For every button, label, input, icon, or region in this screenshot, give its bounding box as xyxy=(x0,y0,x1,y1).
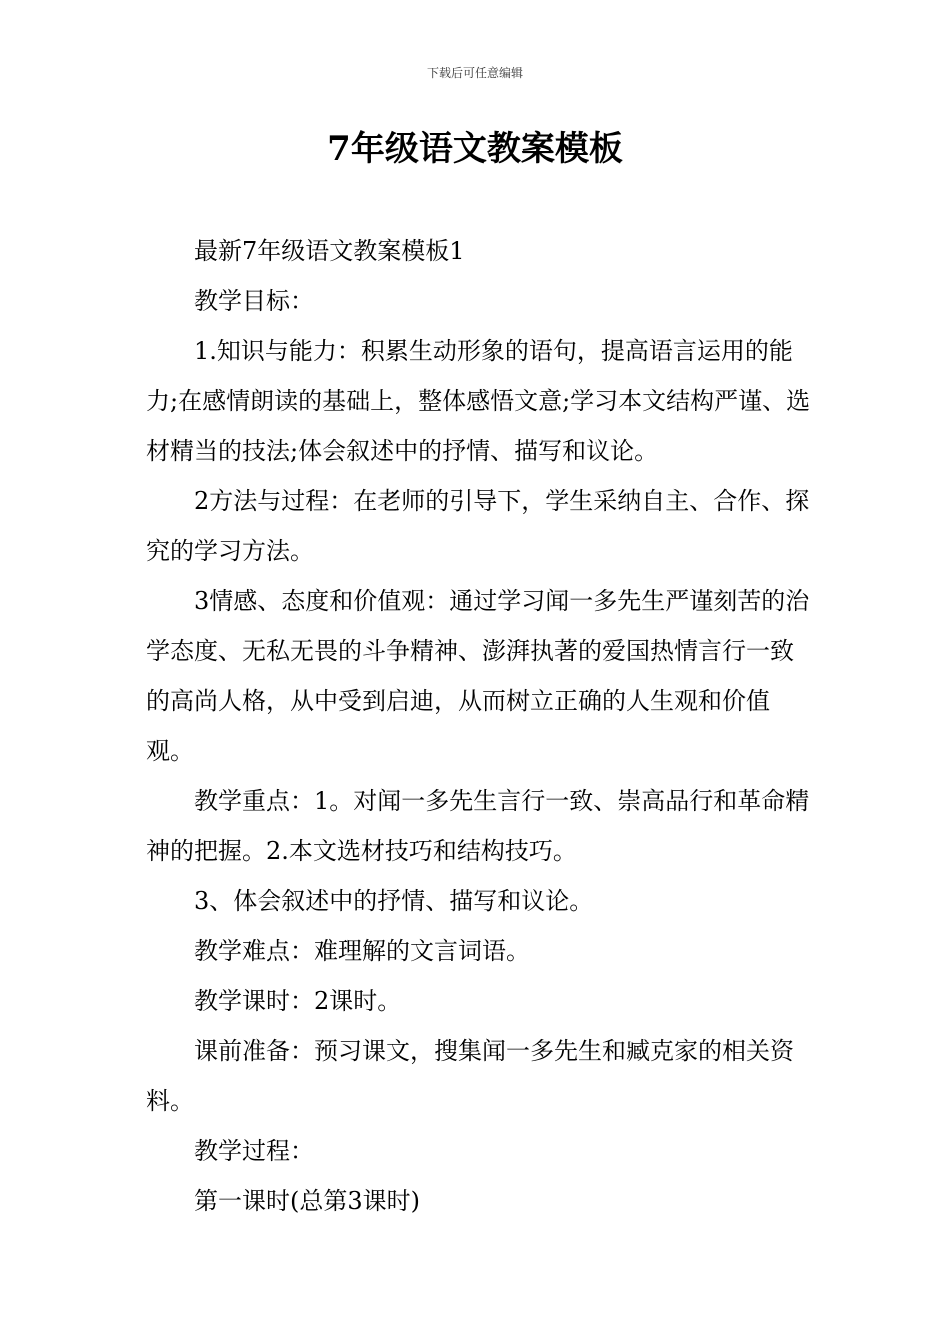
paragraph-goal-knowledge: 1.知识与能力：积累生动形象的语句，提高语言运用的能力;在感情朗读的基础上，整体感悟文意;学习本文结构严谨、选材精当的技法;体会叙述中的抒情、描写和议论。 xyxy=(146,337,811,465)
page-header-note: 下载后可任意编辑 xyxy=(426,66,523,80)
paragraph-process-heading: 教学过程： xyxy=(194,1137,314,1165)
document-body xyxy=(146,226,816,1226)
paragraph-key-point-3: 3、体会叙述中的抒情、描写和议论。 xyxy=(194,887,594,915)
paragraph-class-hours: 教学课时：2课时。 xyxy=(194,987,402,1015)
document-title: 7年级语文教案模板 xyxy=(327,129,623,169)
paragraph-difficulties: 教学难点：难理解的文言词语。 xyxy=(194,937,530,965)
paragraph-preparation: 课前准备：预习课文，搜集闻一多先生和臧克家的相关资料。 xyxy=(146,1037,794,1115)
paragraph-teaching-goals-heading: 教学目标： xyxy=(194,287,314,315)
paragraph-first-lesson: 第一课时(总第3课时) xyxy=(194,1187,420,1215)
paragraph-subtitle: 最新7年级语文教案模板1 xyxy=(194,237,465,265)
paragraph-goal-emotion: 3情感、态度和价值观：通过学习闻一多先生严谨刻苦的治学态度、无私无畏的斗争精神、澎湃执著的爱国热情言行一致的高尚人格，从中受到启迪，从而树立正确的人生观和价值观。 xyxy=(146,587,810,765)
paragraph-goal-method: 2方法与过程：在老师的引导下，学生采纳自主、合作、探究的学习方法。 xyxy=(146,487,810,565)
paragraph-key-points: 教学重点：1。对闻一多先生言行一致、崇高品行和革命精神的把握。2.本文选材技巧和结构技巧。 xyxy=(146,787,810,865)
